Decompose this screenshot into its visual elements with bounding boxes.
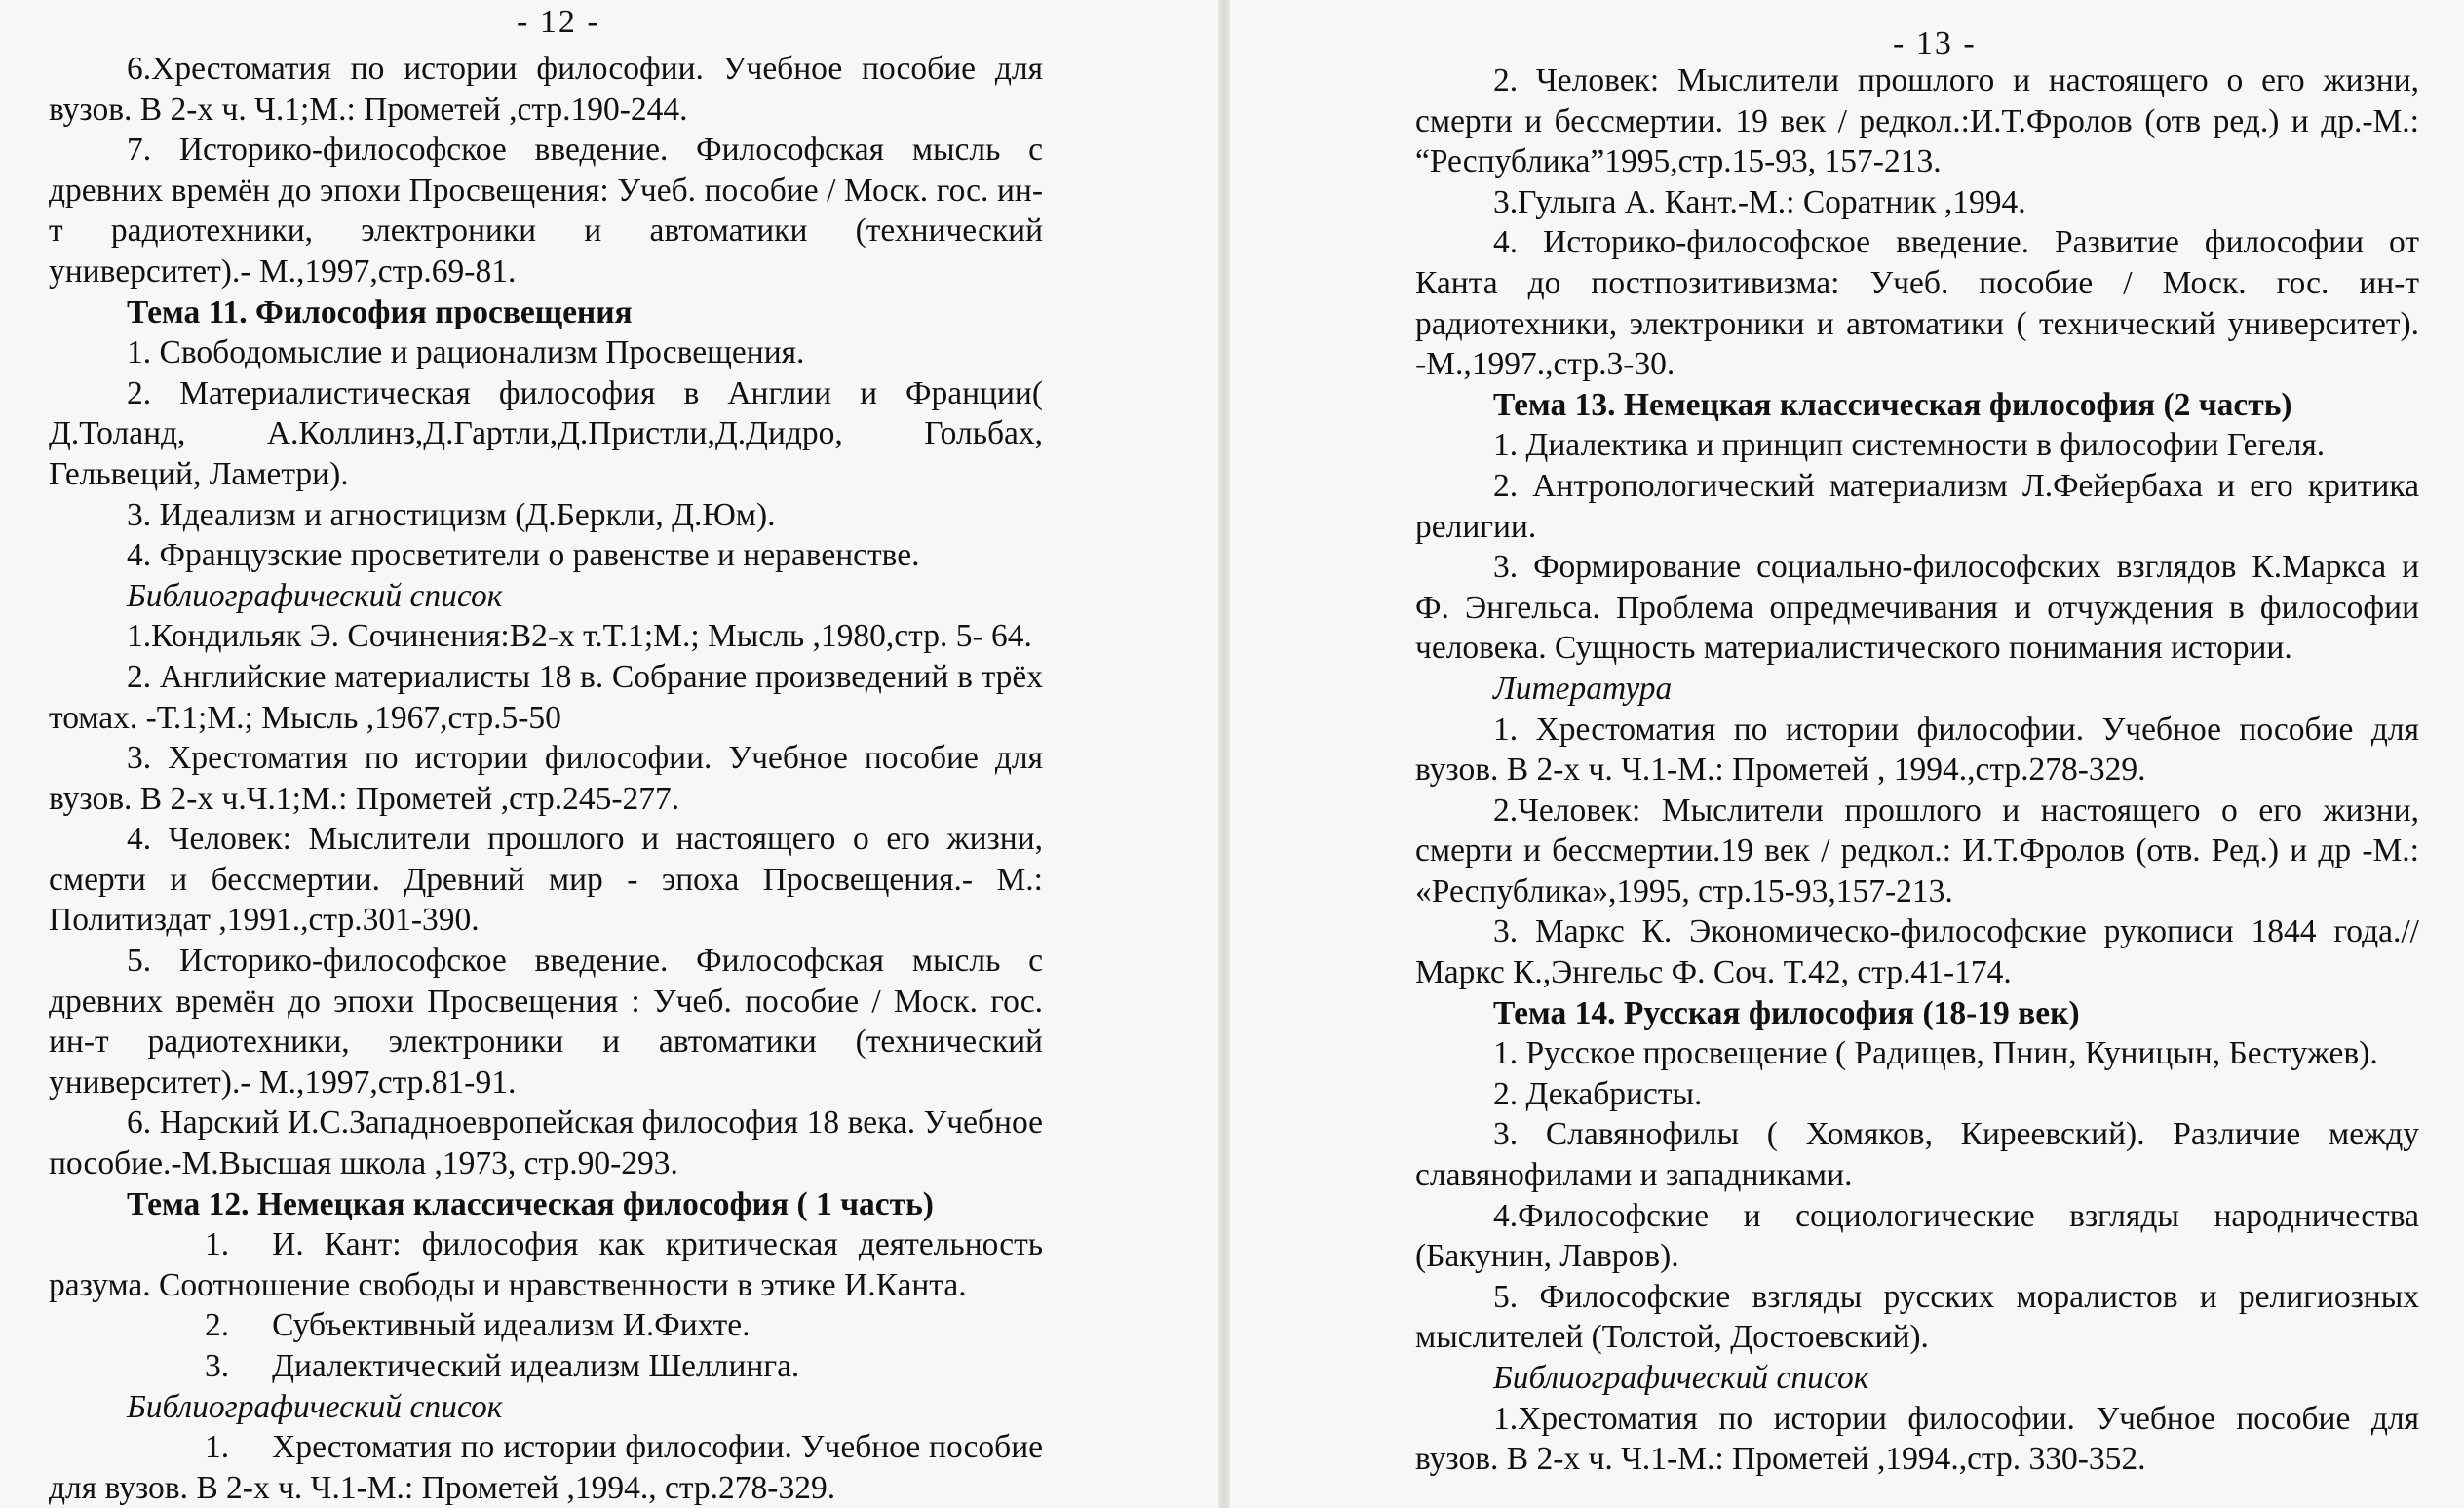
section-heading: Тема 14. Русская философия (18-19 век) [1493, 994, 2080, 1031]
paragraph: 4. Человек: Мыслители прошлого и настоящего о его жизни, смерти и бессмертии. Древний мир - эпоха Просвещения.- М.: Политиздат ,1991.,стр.301-390. [49, 821, 1043, 939]
paragraph: 4. Историко-философское введение. Развитие философии от Канта до постпозитивизма: Учеб. пособие / Моск. гос. ин-т радиотехники, электроники и автоматики ( технический университет). -М.,1997.,стр.3-30. [1415, 224, 2419, 383]
list-heading: Библиографический список [127, 1388, 503, 1425]
paragraph: 2. Английские материалисты 18 в. Собрание произведений в трёх томах. -Т.1;М.; Мысль ,1967,стр.5-50 [49, 658, 1043, 736]
book-gutter [1218, 0, 1230, 1508]
paragraph: 1. Свободомыслие и рационализм Просвещения. [127, 334, 805, 371]
list-heading: Литература [1493, 670, 1673, 707]
paragraph: 3. Славянофилы ( Хомяков, Киреевский). Различие между славянофилами и западниками. [1415, 1116, 2419, 1194]
paragraph: 1. Диалектика и принцип системности в философии Гегеля. [1493, 427, 2326, 464]
paragraph: 2.Человек: Мыслители прошлого и настоящего о его жизни, смерти и бессмертии.19 век / редкол.: И.Т.Фролов (отв. Ред.) и др -М.: «Республика»,1995, стр.15-93,157-213. [1415, 792, 2419, 909]
paragraph: 7. Историко-философское введение. Философская мысль с древних времён до эпохи Просвещения: Учеб. пособие / Моск. гос. ин-т радиотехники, электроники и автоматики (технический университет).- М.,1997,стр.69-81. [49, 132, 1043, 290]
paragraph: 5. Историко-философское введение. Философская мысль с древних времён до эпохи Просвещения : Учеб. пособие / Моск. гос. ин-т радиотехники, электроники и автоматики (технический университет).- М.,1997,стр.81-91. [49, 943, 1043, 1101]
item-text: Субъективный идеализм И.Фихте. [272, 1307, 751, 1344]
section-heading: Тема 11. Философия просвещения [127, 293, 633, 330]
numbered-item [49, 1224, 1043, 1305]
item-number: 1. [205, 1226, 230, 1263]
paragraph: 1. Русское просвещение ( Радищев, Пнин, Куницын, Бестужев). [1493, 1035, 2378, 1072]
list-heading: Библиографический список [1493, 1360, 1869, 1396]
item-number: 2. [205, 1307, 230, 1344]
paragraph: 2. Материалистическая философия в Англии и Франции( Д.Толанд, А.Коллинз,Д.Гартли,Д.Пристли,Д.Дидро, Гольбах, Гельвеций, Ламетри). [49, 374, 1043, 492]
paragraph: 3. Маркс К. Экономическо-философские рукописи 1844 года.// Маркс К.,Энгельс Ф. Соч. Т.42, стр.41-174. [1415, 913, 2419, 991]
paragraph: 1.Хрестоматия по истории философии. Учебное пособие для вузов. В 2-х ч. Ч.1-М.: Прометей ,1994.,стр. 330-352. [1415, 1400, 2419, 1478]
paragraph: 4. Французские просветители о равенстве и неравенстве. [127, 537, 920, 574]
paragraph: 1.Кондильяк Э. Сочинения:В2-х т.Т.1;М.; Мысль ,1980,стр. 5- 64. [127, 618, 1032, 655]
list-heading: Библиографический список [127, 577, 503, 614]
page-number: - 13 - [1893, 25, 1977, 61]
page-text [49, 49, 1043, 1508]
item-text: Хрестоматия по истории философии. Учебное пособие для вузов. В 2-х ч. Ч.1-М.: Прометей ,1994., стр.278-329. [49, 1429, 1043, 1506]
paragraph: 3. Идеализм и агностицизм (Д.Беркли, Д.Юм). [127, 496, 776, 533]
section-heading: Тема 12. Немецкая классическая философия ( 1 часть) [127, 1185, 934, 1222]
numbered-item [49, 1427, 1043, 1508]
left-page [0, 0, 1218, 1508]
numbered-item [49, 1346, 1043, 1387]
page-number: - 12 - [517, 4, 600, 40]
paragraph: 1. Хрестоматия по истории философии. Учебное пособие для вузов. В 2-х ч. Ч.1-М.: Прометей , 1994.,стр.278-329. [1415, 711, 2419, 789]
item-number: 1. [205, 1429, 230, 1466]
paragraph: 3.Гулыга А. Кант.-М.: Соратник ,1994. [1493, 183, 2026, 220]
item-text: Диалектический идеализм Шеллинга. [272, 1348, 800, 1384]
paragraph: 2. Декабристы. [1493, 1075, 1703, 1112]
item-number: 3. [205, 1348, 230, 1384]
paragraph: 3. Хрестоматия по истории философии. Учебное пособие для вузов. В 2-х ч.Ч.1;М.: Прометей ,стр.245-277. [49, 740, 1043, 817]
paragraph: 5. Философские взгляды русских моралистов и религиозных мыслителей (Толстой, Достоевский). [1415, 1278, 2419, 1356]
numbered-item [49, 1305, 1043, 1346]
paragraph: 4.Философские и социологические взгляды народничества (Бакунин, Лавров). [1415, 1197, 2419, 1275]
paragraph: 2. Человек: Мыслители прошлого и настоящего о его жизни, смерти и бессмертии. 19 век / редкол.:И.Т.Фролов (отв ред.) и др.-М.: “Республика”1995,стр.15-93, 157-213. [1415, 62, 2419, 180]
paragraph: 6.Хрестоматия по истории философии. Учебное пособие для вузов. В 2-х ч. Ч.1;М.: Прометей ,стр.190-244. [49, 51, 1043, 128]
section-heading: Тема 13. Немецкая классическая философия (2 часть) [1493, 386, 2292, 423]
paragraph: 3. Формирование социально-философских взглядов К.Маркса и Ф. Энгельса. Проблема опредмечивания и отчуждения в философии человека. Сущность материалистического понимания истории. [1415, 549, 2419, 667]
paragraph: 6. Нарский И.С.Западноевропейская философия 18 века. Учебное пособие.-М.Высшая школа ,1973, стр.90-293. [49, 1104, 1043, 1182]
right-page [1230, 0, 2464, 1508]
item-text: И. Кант: философия как критическая деятельность разума. Соотношение свободы и нравственности в этике И.Канта. [49, 1226, 1043, 1303]
page-text [1415, 60, 2419, 1480]
paragraph: 2. Антропологический материализм Л.Фейербаха и его критика религии. [1415, 467, 2419, 545]
